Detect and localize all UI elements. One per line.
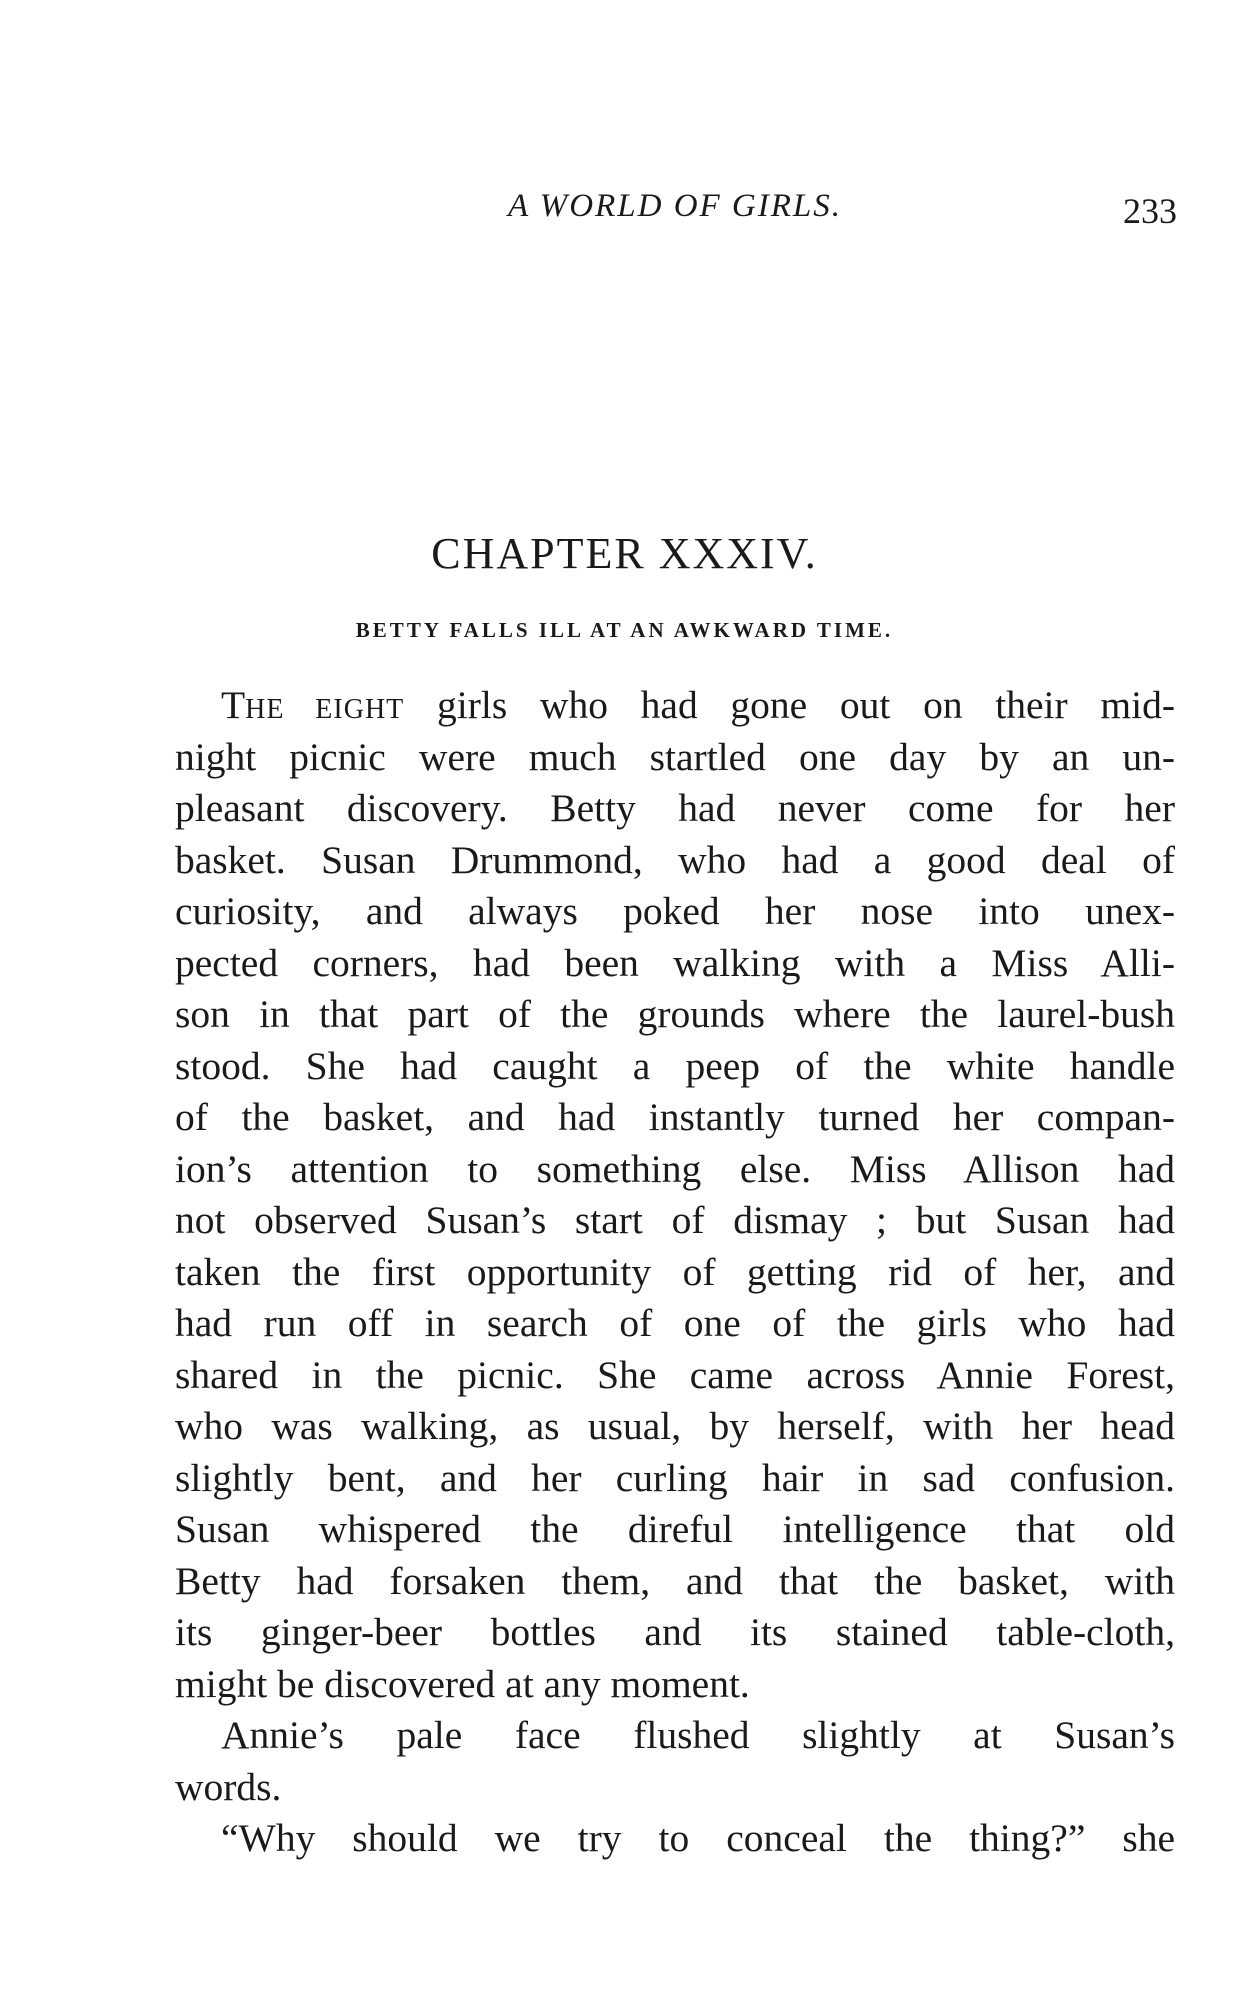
running-title: A WORLD OF GIRLS. [507,188,843,224]
line-text: girls who had gone out on their mid- [404,683,1176,727]
text-line-4: basket. Susan Drummond, who had a good deal of [175,837,1175,882]
text-line-17: Susan whispered the direful intelligence that old [175,1507,1175,1551]
text-line-3: pleasant discovery. Betty had never come for her [175,786,1175,830]
text-line-5: curiosity, and always poked her nose into unex- [175,889,1175,933]
opening-smallcaps: HE EIGHT [245,694,405,725]
text-line-6: pected corners, had been walking with a Miss Alli- [175,940,1175,985]
text-line-14: shared in the picnic. She came across Annie Forest, [175,1352,1175,1397]
text-line-10: ion’s attention to something else. Miss Allison had [175,1146,1175,1191]
text-line-7: son in that part of the grounds where the laurel-bush [175,992,1175,1036]
text-line-2: night picnic were much startled one day by an un- [175,734,1175,779]
text-line-1 [175,680,1175,732]
chapter-title: CHAPTER XXXIV. [431,529,818,578]
running-header [175,188,1175,232]
text-line-13: had run off in search of one of the girls who had [175,1301,1175,1345]
text-line-19: its ginger-beer bottles and its stained table-cloth, [175,1610,1175,1654]
text-line-15: who was walking, as usual, by herself, with her head [175,1404,1175,1448]
text-line-21: Annie’s pale face flushed slightly at Susan’s [221,1713,1175,1757]
text-line-9: of the basket, and had instantly turned her compan- [175,1095,1175,1139]
text-line-18: Betty had forsaken them, and that the basket, with [175,1558,1175,1603]
page-number: 233 [1123,191,1177,231]
text-line-11: not observed Susan’s start of dismay ; but Susan had [175,1198,1175,1242]
text-line-20: might be discovered at any moment. [175,1661,750,1706]
text-line-22: words. [175,1764,282,1809]
chapter-subtitle: BETTY FALLS ILL AT AN AWKWARD TIME. [355,618,894,642]
text-line-8: stood. She had caught a peep of the white handle [175,1043,1175,1088]
opening-initial: T [221,683,246,727]
text-line-12: taken the first opportunity of getting rid of her, and [175,1249,1175,1294]
text-line-16: slightly bent, and her curling hair in sad confusion. [175,1455,1175,1500]
body-text [175,680,1175,1865]
text-line-23: “Why should we try to conceal the thing?” she [221,1816,1175,1860]
